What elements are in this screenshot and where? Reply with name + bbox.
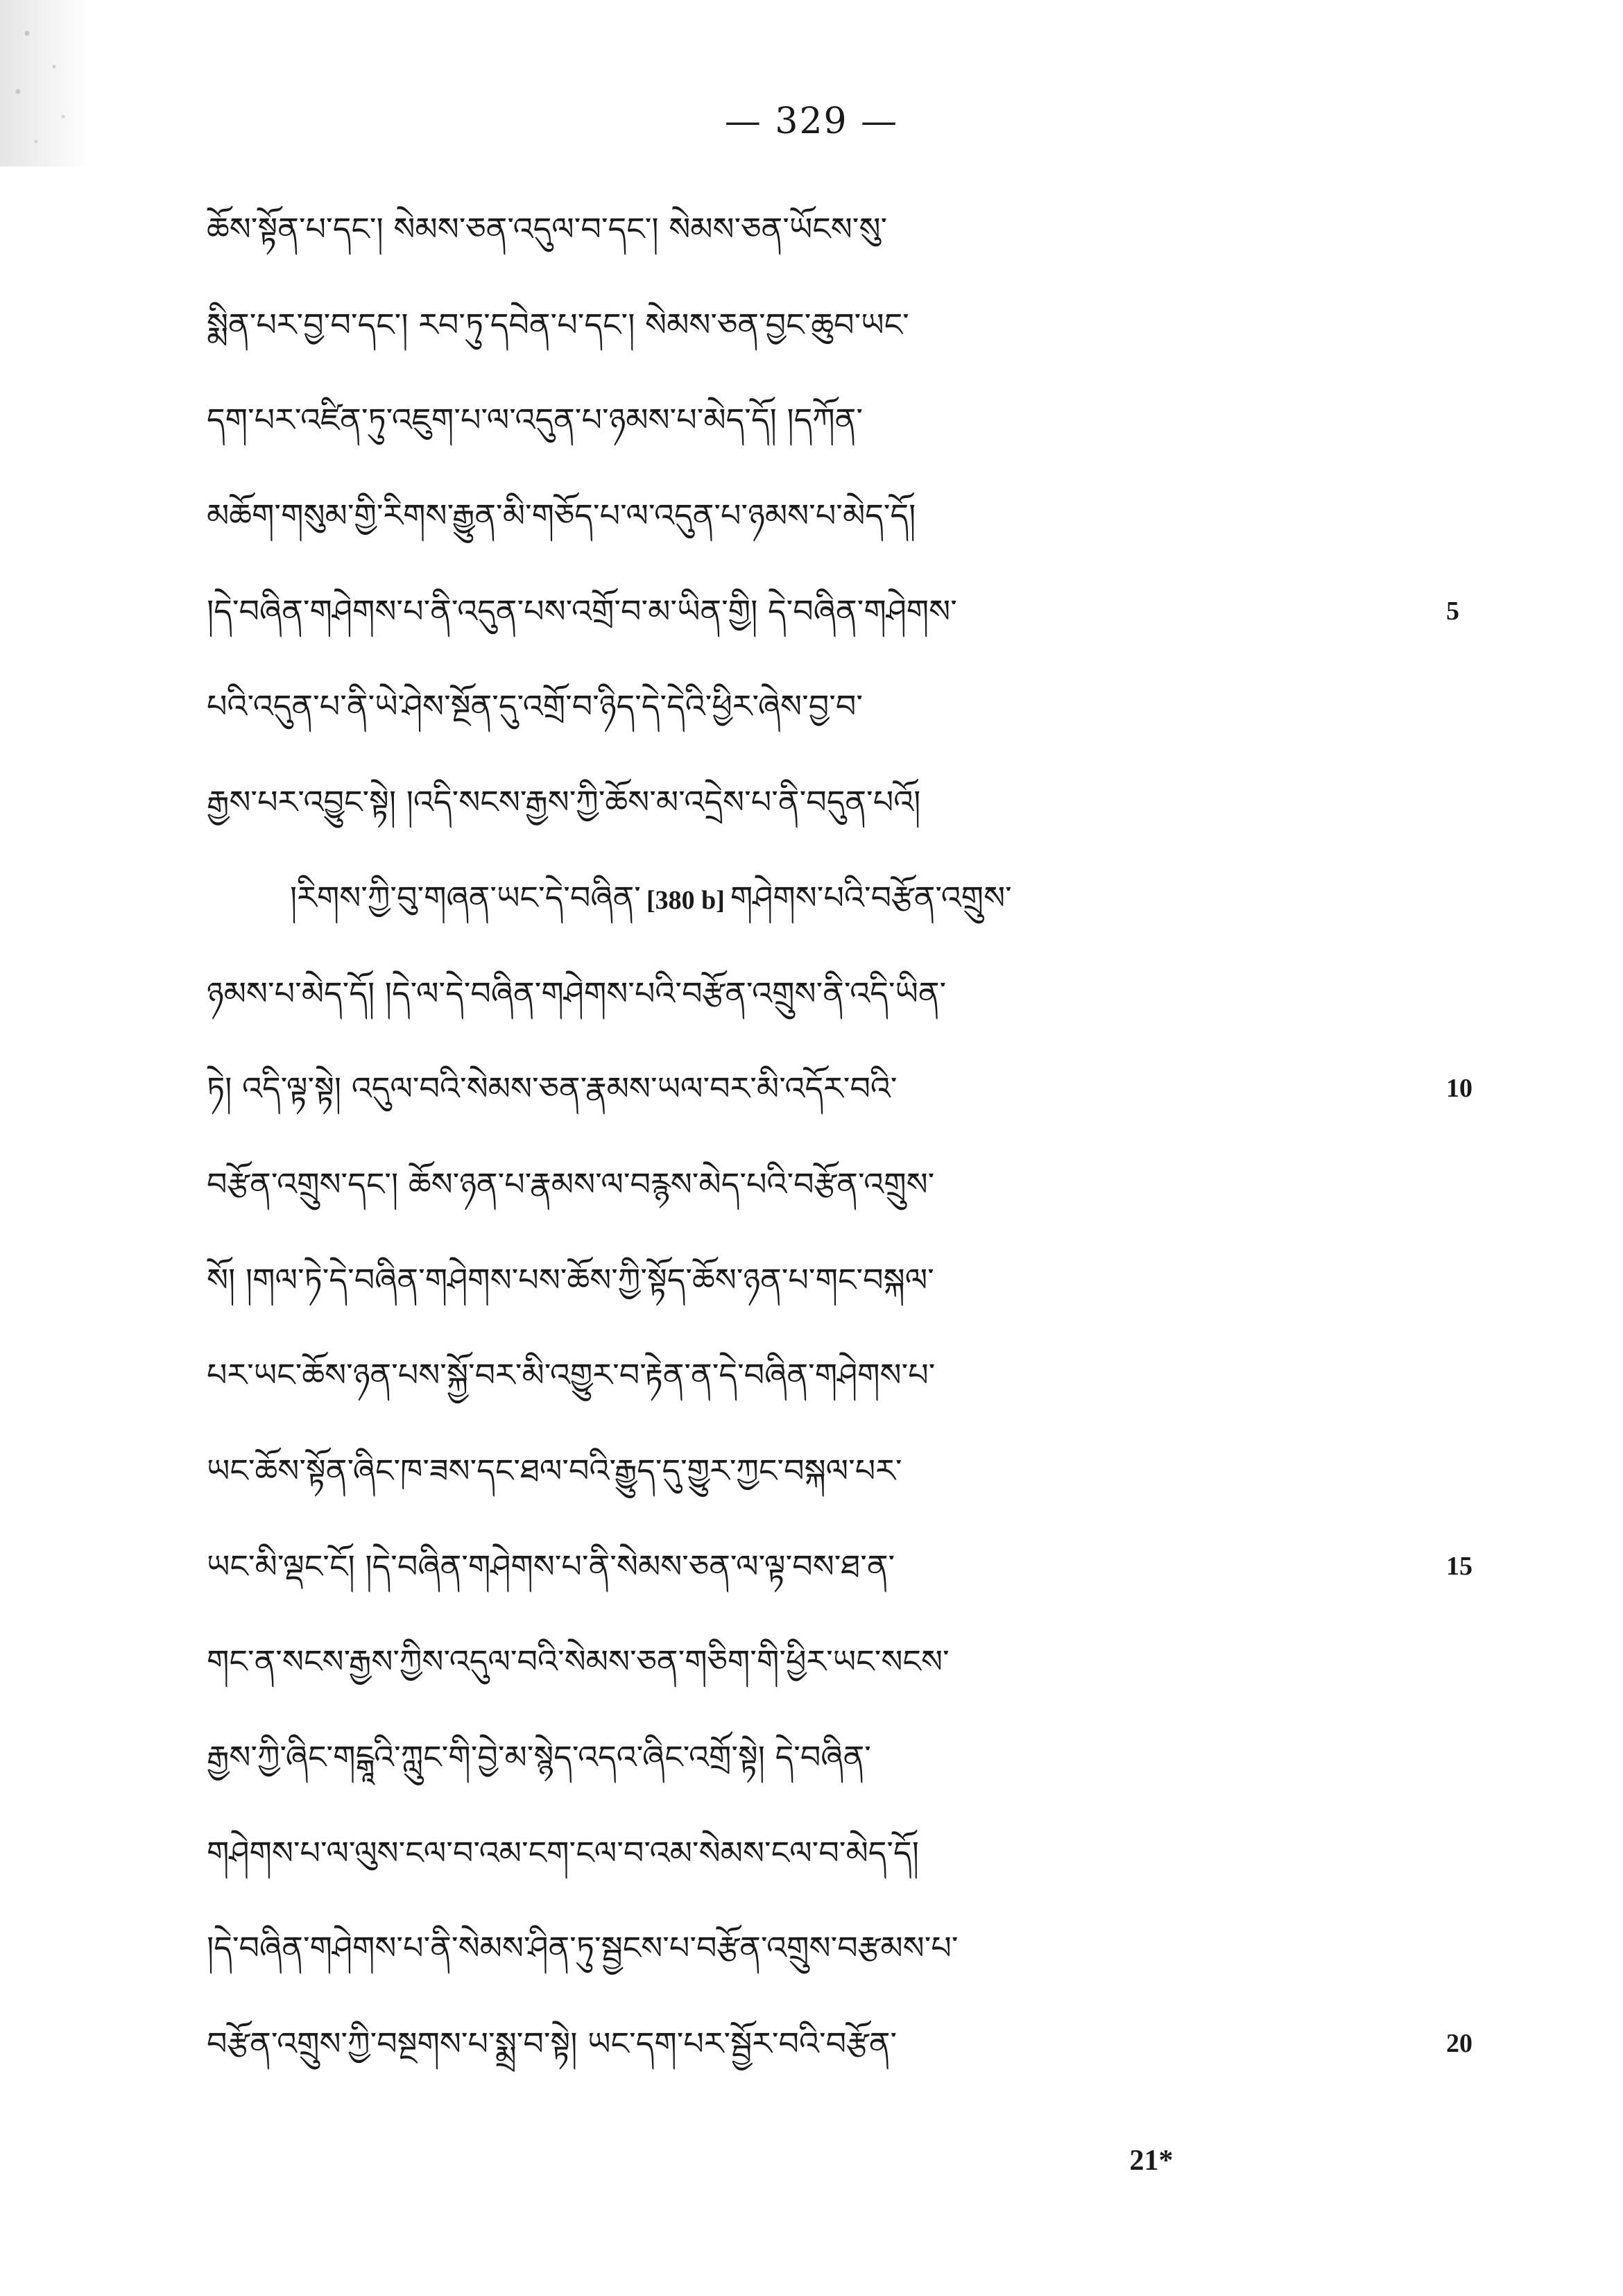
text-line-8 — [207, 850, 1438, 946]
body-text — [207, 182, 1438, 2092]
text-line-5: །དེ་བཞིན་གཤེགས་པ་ནི་འདུན་པས་འགྲོ་བ་མ་ཡིན་གྱི། དེ་བཞིན་གཤེགས་ — [207, 592, 957, 630]
signature-mark-footer: 21* — [1129, 2145, 1174, 2177]
text-line-18: གཤེགས་པ་ལ་ལུས་ངལ་བ་འམ་ངག་ངལ་བ་འམ་སེམས་ངལ་བ་མེད་དོ། — [207, 1833, 919, 1871]
text-line-9: ཉམས་པ་མེད་དོ། །དེ་ལ་དེ་བཞིན་གཤེགས་པའི་བརྩོན་འགྲུས་ནི་འདི་ཡིན་ — [207, 974, 947, 1012]
text-line-16: གང་ན་སངས་རྒྱས་ཀྱིས་འདུལ་བའི་སེམས་ཅན་གཅིག་གི་ཕྱིར་ཡང་སངས་ — [207, 1643, 950, 1681]
line-number-15: 15 — [1446, 1551, 1472, 1581]
text-line-13: པར་ཡང་ཆོས་ཉན་པས་སྐྱོ་བར་མི་འགྱུར་བ་རྟེན་ན་དེ་བཞིན་གཤེགས་པ་ — [207, 1356, 936, 1394]
text-line-11: བརྩོན་འགྲུས་དང་། ཆོས་ཉན་པ་རྣམས་ལ་བརྙས་མེད་པའི་བརྩོན་འགྲུས་ — [207, 1165, 935, 1203]
text-line-7: རྒྱས་པར་འབྱུང་སྟེ། །འདི་སངས་རྒྱས་ཀྱི་ཆོས་མ་འདྲེས་པ་ནི་བདུན་པའོ། — [207, 783, 921, 821]
text-line-12: སོ། །གལ་ཏེ་དེ་བཞིན་གཤེགས་པས་ཆོས་ཀྱི་སྟོད་ཆོས་ཉན་པ་གང་བསྐལ་ — [207, 1260, 934, 1299]
page-number-header: — 329 — — [724, 101, 899, 142]
text-line-8-start: །རིགས་ཀྱི་བུ་གཞན་ཡང་དེ་བཞིན་ — [290, 878, 641, 916]
text-line-4: མཆོག་གསུམ་གྱི་རིགས་རྒྱུན་མི་གཅོད་པ་ལ་འདུན་པ་ཉམས་པ་མེད་དོ། — [207, 497, 916, 535]
text-line-6: པའི་འདུན་པ་ནི་ཡེ་ཤེས་སྔོན་དུ་འགྲོ་བ་ཉིད་དེ་དེའི་ཕྱིར་ཞེས་བྱ་བ་ — [207, 687, 864, 726]
line-number-5: 5 — [1446, 596, 1459, 626]
text-line-3: དག་པར་འཛིན་ཏུ་འཇུག་པ་ལ་འདུན་པ་ཉམས་པ་མེད་དོ། །དཀོན་ — [207, 401, 863, 439]
text-line-15: ཡང་མི་ལྡང་ངོ། །དེ་བཞིན་གཤེགས་པ་ནི་སེམས་ཅན་ལ་ལྟ་བས་ཐ་ན་ — [207, 1547, 895, 1585]
line-number-20: 20 — [1446, 2029, 1472, 2059]
text-line-19: །དེ་བཞིན་གཤེགས་པ་ནི་སེམས་ཤིན་ཏུ་སྦྱངས་པ་བརྩོན་འགྲུས་བརྩམས་པ་ — [207, 1929, 959, 1967]
text-line-17: རྒྱས་ཀྱི་ཞིང་གངྒཱའི་ཀླུང་གི་བྱེ་མ་སྙེད་འདའ་ཞིང་འགྲོ་སྟེ། དེ་བཞིན་ — [207, 1738, 871, 1776]
line-number-10: 10 — [1446, 1074, 1472, 1104]
folio-reference: [380 b] — [646, 885, 725, 915]
text-line-8-end: གཤེགས་པའི་བརྩོན་འགྲུས་ — [730, 878, 1012, 916]
text-line-14: ཡང་ཆོས་སྟོན་ཞིང་ཁ་ཟས་དང་ཐལ་བའི་རྒྱུད་དུ་གྱུར་ཀྱང་བསྐལ་པར་ — [207, 1451, 902, 1489]
text-line-10: ཏེ། འདི་ལྟ་སྟེ། འདུལ་བའི་སེམས་ཅན་རྣམས་ཡལ་བར་མི་འདོར་བའི་ — [207, 1070, 898, 1108]
text-line-2: སྨིན་པར་བྱ་བ་དང་། རབ་ཏུ་དབེན་པ་དང་། སེམས་ཅན་བྱང་ཆུབ་ཡང་ — [207, 305, 909, 343]
text-line-1: ཆོས་སྟོན་པ་དང་། སེམས་ཅན་འདུལ་བ་དང་། སེམས་ཅན་ཡོངས་སུ་ — [207, 210, 888, 248]
text-line-20: བརྩོན་འགྲུས་ཀྱི་བསྔགས་པ་སྨྲ་བ་སྟེ། ཡང་དག་པར་སྦྱོར་བའི་བརྩོན་ — [207, 2025, 898, 2063]
